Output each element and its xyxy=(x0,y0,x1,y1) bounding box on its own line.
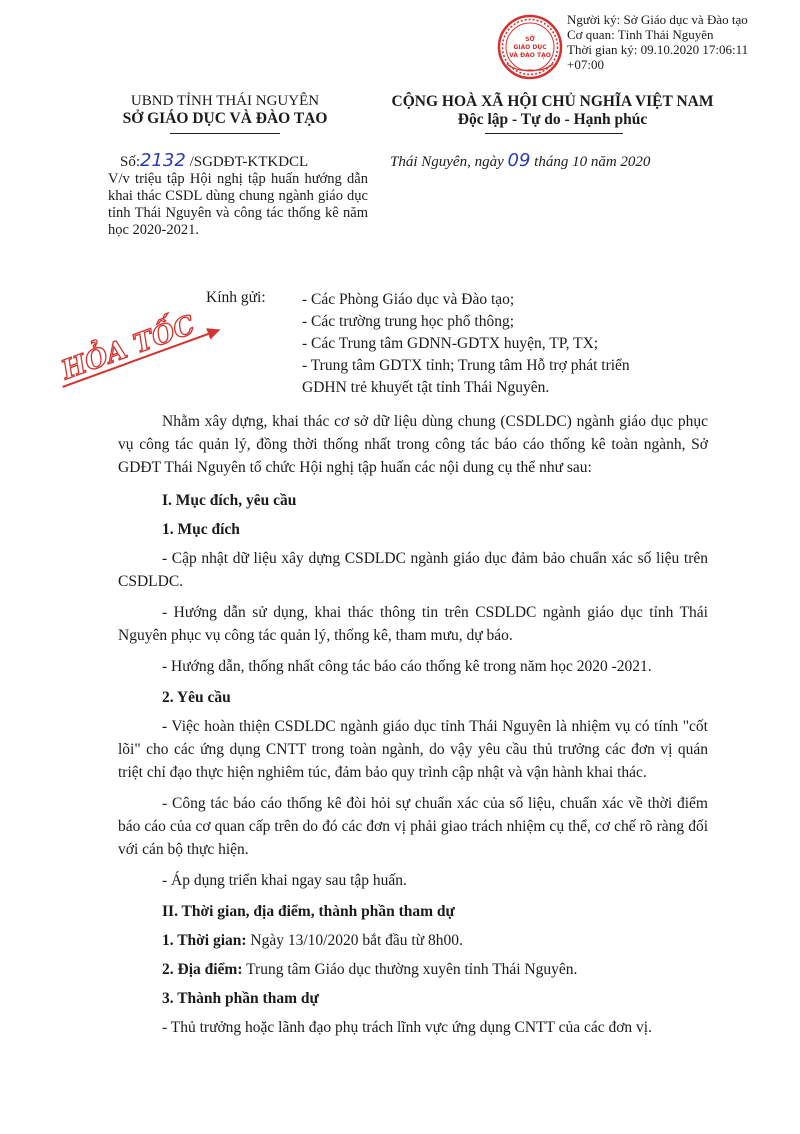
urgent-stamp-icon xyxy=(34,300,224,400)
participants-item: - Thủ trưởng hoặc lãnh đạo phụ trách lĩnh vực ứng dụng CNTT của các đơn vị. xyxy=(162,1019,652,1036)
recipients-list xyxy=(302,289,692,399)
place-label: 2. Địa điểm: xyxy=(162,961,243,978)
country-name: CỘNG HOÀ XÃ HỘI CHỦ NGHĨA VIỆT NAM xyxy=(391,93,714,110)
signature-time: Thời gian ký: 09.10.2020 17:06:11 +07:00 xyxy=(567,42,749,72)
recipient-item: GDHN trẻ khuyết tật tỉnh Thái Nguyên. xyxy=(302,379,550,396)
recipient-item: - Các Phòng Giáo dục và Đào tạo; xyxy=(302,291,515,308)
intro-paragraph: Nhằm xây dựng, khai thác cơ sở dữ liệu dùng chung (CSDLDC) ngành giáo dục phục vụ công tác quản lý, đồng thời thống nhất trong công tác báo cáo thống kê toàn ngành, Sở GDĐT Thái Nguyên tổ chức Hội nghị tập huấn các nội dung cụ thể như sau: xyxy=(118,413,708,476)
date-suffix: tháng 10 năm 2020 xyxy=(530,154,651,170)
meeting-time xyxy=(118,929,708,952)
signature-agency: Cơ quan: Tỉnh Thái Nguyên xyxy=(567,27,714,42)
urgent-stamp-text: HỎA TỐC xyxy=(57,310,199,387)
section2-title: II. Thời gian, địa điểm, thành phần tham dự xyxy=(162,903,455,920)
issuer-committee: UBND TỈNH THÁI NGUYÊN xyxy=(130,93,320,109)
issuer-underline xyxy=(170,133,280,134)
document-body xyxy=(118,410,708,1039)
recipient-item: - Các trường trung học phổ thông; xyxy=(302,313,515,330)
time-value: Ngày 13/10/2020 bắt đầu từ 8h00. xyxy=(246,932,463,949)
signature-signer: Người ký: Sở Giáo dục và Đào tạo xyxy=(567,12,748,27)
requirement-item: - Công tác báo cáo thống kê đòi hỏi sự chuẩn xác của số liệu, chuẩn xác về thời điểm báo cáo của cơ quan cấp trên do đó các đơn vị phải giao trách nhiệm cụ thể, cơ chế rõ ràng đối với cán bộ thực hiện. xyxy=(118,795,708,858)
svg-text:VÀ ĐÀO TẠO: VÀ ĐÀO TẠO xyxy=(509,52,551,59)
section1-sub2-title: 2. Yêu cầu xyxy=(162,689,231,706)
issue-date xyxy=(390,150,650,171)
recipients-label: Kính gửi: xyxy=(206,289,266,306)
participants-title: 3. Thành phần tham dự xyxy=(162,990,319,1007)
national-header xyxy=(365,93,740,129)
svg-text:SỞ: SỞ xyxy=(525,36,535,43)
number-prefix: Số: xyxy=(120,154,141,170)
purpose-item: - Cập nhật dữ liệu xây dựng CSDLDC ngành giáo dục đảm bảo chuẩn xác số liệu trên CSDLDC. xyxy=(118,550,708,590)
requirement-item: - Việc hoàn thiện CSDLDC ngành giáo dục tỉnh Thái Nguyên là nhiệm vụ có tính "cốt lõi" cho các ứng dụng CNTT trong toàn ngành, do vậy yêu cầu thủ trưởng các đơn vị quán triệt chỉ đạo thực hiện nghiêm túc, đảm bảo quy trình cập nhật và vận hành khai thác. xyxy=(118,718,708,781)
number-suffix: /SGDĐT-KTKDCL xyxy=(185,154,309,170)
document-subject: V/v triệu tập Hội nghị tập huấn hướng dẫn khai thác CSDL dùng chung ngành giáo dục tỉnh Thái Nguyên và công tác thống kê năm học 2020-2021. xyxy=(108,171,368,238)
place-value: Trung tâm Giáo dục thường xuyên tỉnh Thái Nguyên. xyxy=(242,961,578,978)
recipient-item: - Trung tâm GDTX tỉnh; Trung tâm Hỗ trợ phát triển xyxy=(302,357,630,374)
time-label: 1. Thời gian: xyxy=(162,932,247,949)
number-handwritten: 2132 xyxy=(140,150,186,171)
purpose-item: - Hướng dẫn, thống nhất công tác báo cáo thống kê trong năm học 2020 -2021. xyxy=(162,658,652,675)
date-day-handwritten: 09 xyxy=(507,150,531,171)
section1-sub1-title: 1. Mục đích xyxy=(162,521,240,538)
section1-title: I. Mục đích, yêu cầu xyxy=(162,492,297,509)
official-seal-icon xyxy=(497,14,563,80)
requirement-item: - Áp dụng triển khai ngay sau tập huấn. xyxy=(162,872,407,889)
date-prefix: Thái Nguyên, ngày xyxy=(390,154,508,170)
svg-text:GIÁO DỤC: GIÁO DỤC xyxy=(513,44,547,51)
meeting-place xyxy=(118,958,708,981)
issuer-block xyxy=(90,93,360,128)
recipient-item: - Các Trung tâm GDNN-GDTX huyện, TP, TX; xyxy=(302,335,599,352)
purpose-item: - Hướng dẫn sử dụng, khai thác thông tin trên CSDLDC ngành giáo dục tỉnh Thái Nguyên phục vụ công tác quản lý, thống kê, tham mưu, dự báo. xyxy=(118,604,708,644)
national-motto: Độc lập - Tự do - Hạnh phúc xyxy=(457,111,648,128)
issuer-department: SỞ GIÁO DỤC VÀ ĐÀO TẠO xyxy=(122,110,328,127)
document-number xyxy=(120,150,308,171)
signature-block xyxy=(567,12,767,72)
motto-underline xyxy=(485,133,623,134)
